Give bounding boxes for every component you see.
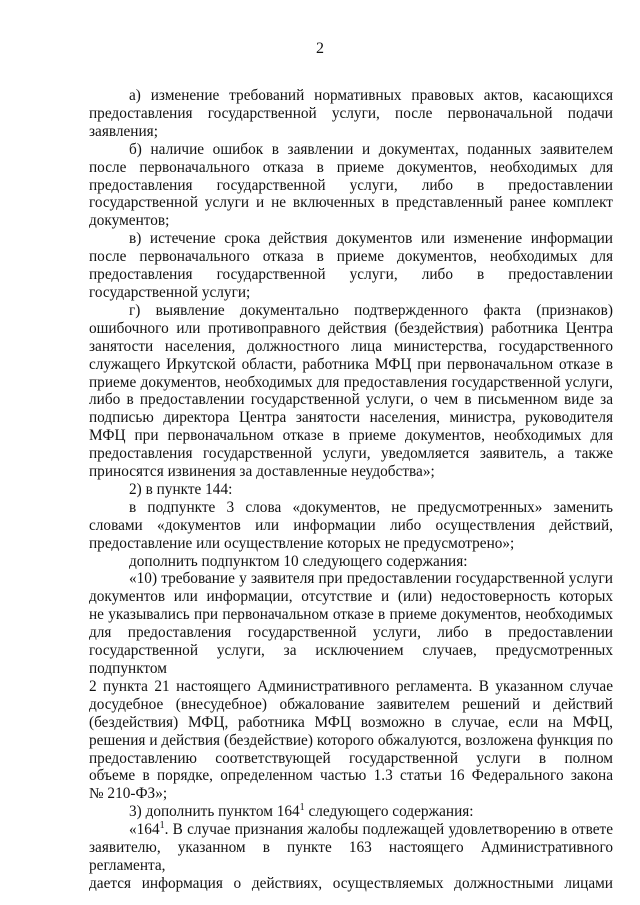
text-span: 3) дополнить пунктом 164 (129, 803, 300, 821)
text-line: либо в предоставлении государственной услуги, о чем в письменном виде за (89, 391, 613, 409)
text-line: документов; (89, 212, 170, 230)
text-line: предоставления государственной услуги, уведомляется заявитель, а также (89, 445, 613, 463)
text-line: документов или информации, отсутствие и (или) недостоверность которых (89, 588, 613, 606)
text-line: (бездействия) МФЦ, работника МФЦ возможно в случае, если на МФЦ, (89, 713, 613, 731)
text-span: . В случае признания жалобы подлежащей удовлетворению в ответе (164, 821, 613, 839)
text-line: после первоначального отказа в приеме документов, необходимых для (89, 158, 613, 176)
superscript: 1 (159, 820, 165, 832)
text-line: г) выявление документально подтвержденного факта (признаков) (129, 301, 613, 319)
text-line: предоставления государственной услуги, либо в предоставлении (89, 176, 613, 194)
section-164-title (89, 803, 613, 821)
text-line: объеме в порядке, определенном частью 1.3 статьи 16 Федерального закона (89, 767, 613, 785)
text-line: словами «документов или информации либо осуществления действий, (89, 516, 613, 534)
text-line: б) наличие ошибок в заявлении и документах, поданных заявителем (129, 140, 613, 158)
text-line: 2 пункта 21 настоящего Административного регламента. В указанном случае (89, 677, 613, 695)
text-line: «10) требование у заявителя при предоставлении государственной услуги (129, 570, 613, 588)
text-line: приеме документов, необходимых для предоставления государственной услуги, (89, 373, 613, 391)
text-line: предоставлению соответствующей государственной услуги в полном (89, 749, 613, 767)
text-line: для предоставления государственной услуги, либо в предоставлении (89, 624, 613, 642)
superscript: 1 (299, 802, 305, 814)
text-line: занятости населения, должностного лица министерства, государственного (89, 337, 613, 355)
text-line: предоставление или осуществление которых не предусмотрено»; (89, 534, 515, 552)
item-a (89, 87, 613, 105)
text-line: предоставления государственной услуги, после первоначальной подачи (89, 104, 613, 122)
text-line: предоставления государственной услуги, либо в предоставлении (89, 266, 613, 284)
text-line: государственной услуги, за исключением случаев, предусмотренных подпунктом (89, 642, 613, 677)
text-line: подписью директора Центра занятости населения, министра, руководителя (89, 409, 613, 427)
text-line: заявления; (89, 122, 158, 140)
text-line: служащего Иркутской области, работника МФЦ при первоначальном отказе в (89, 355, 613, 373)
document-body (89, 87, 613, 893)
text-line: после первоначального отказа в приеме документов, необходимых для (89, 248, 613, 266)
page-number: 2 (316, 40, 324, 57)
text-line: МФЦ при первоначальном отказе в приеме документов, необходимых для (89, 427, 613, 445)
item-v (89, 230, 613, 248)
item-g (89, 302, 613, 320)
text-line: заявителю, указанном в пункте 163 настоящего Административного регламента, (89, 839, 613, 874)
item-b (89, 141, 613, 159)
text-line: государственной услуги и не включенных в представленный ранее комплект (89, 194, 613, 212)
text-span: «164 (129, 821, 160, 839)
text-line: а) изменение требований нормативных правовых актов, касающихся (129, 87, 613, 104)
text-line: № 210-ФЗ»; (89, 785, 168, 803)
text-line: приносятся извинения за доставленные неудобства»; (89, 463, 435, 481)
text-line: в) истечение срока действия документов или изменение информации (129, 230, 613, 248)
text-line: дается информация о действиях, осуществляемых должностными лицами (89, 874, 613, 892)
text-line: в подпункте 3 слова «документов, не предусмотренных» заменить (129, 498, 613, 516)
text-line: решения и действия (бездействие) которого обжалуются, возложена функция по (89, 731, 613, 749)
text-line: государственной услуги; (89, 283, 251, 301)
text-line: ошибочного или противоправного действия (бездействия) работника Центра (89, 319, 613, 337)
section-144-title: 2) в пункте 144: (129, 480, 233, 498)
text-line: досудебное (внесудебное) обжалование заявителем решений и действий (89, 695, 613, 713)
text-line: не указывались при первоначальном отказе в приеме документов, необходимых (89, 606, 613, 624)
text-line: дополнить подпунктом 10 следующего содержания: (129, 552, 468, 570)
text-span: следующего содержания: (304, 803, 474, 821)
text-line (89, 821, 613, 839)
